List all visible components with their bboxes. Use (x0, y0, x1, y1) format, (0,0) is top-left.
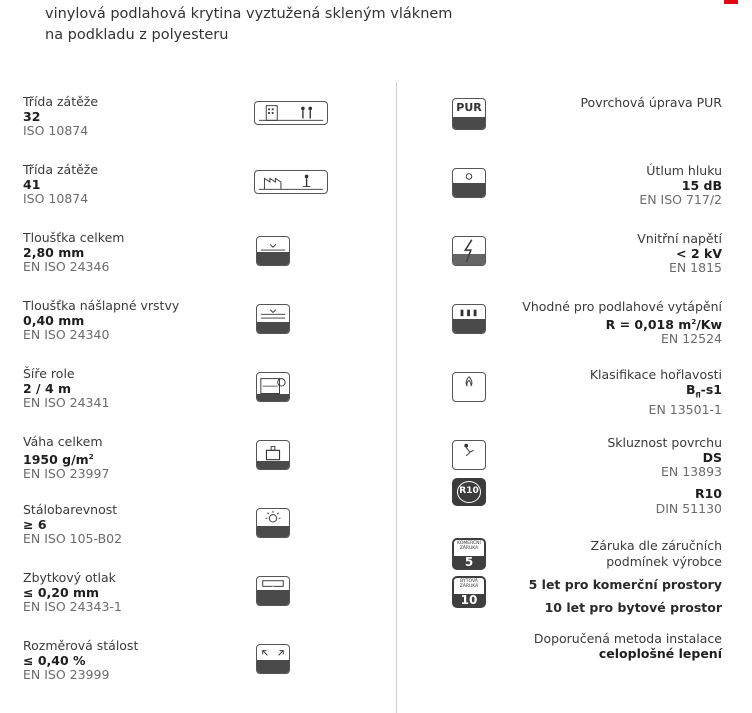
spec-standard: EN ISO 24343-1 (23, 599, 122, 615)
spec-wear-layer (23, 299, 253, 343)
residual-indentation-icon (256, 576, 290, 606)
accent-mark (724, 0, 738, 4)
spec-value: 32 (23, 108, 41, 124)
spec-value: DS (702, 449, 722, 465)
description-line-2: na podkladu z polyesteru (45, 27, 229, 43)
wear-layer-icon (256, 304, 290, 334)
office-load-class-icon (254, 101, 328, 125)
spec-r10 (462, 487, 722, 516)
spec-load-class-32 (23, 95, 253, 139)
weight-icon (256, 440, 290, 470)
spec-label: Vhodné pro podlahové vytápění (522, 299, 722, 314)
spec-label: Skluznost povrchu (607, 435, 722, 450)
spec-dimensional-stability (23, 639, 253, 683)
spec-pur-surface (462, 96, 722, 111)
spec-value: celoplošné lepení (598, 645, 722, 661)
spec-value: < 2 kV (676, 245, 722, 261)
spec-value: ≤ 0,20 mm (23, 584, 100, 600)
svg-text:DS: DS (464, 460, 474, 469)
spec-colour-fastness (23, 503, 253, 547)
spec-value: 2 / 4 m (23, 380, 72, 396)
spec-standard: ISO 10874 (23, 191, 89, 207)
warranty-line-1: Záruka dle záručních (590, 538, 722, 553)
spec-label: Tloušťka nášlapné vrstvy (23, 298, 180, 313)
spec-value: 41 (23, 176, 41, 192)
spec-value: ≤ 0,40 % (23, 652, 86, 668)
spec-standard: EN ISO 24346 (23, 259, 110, 275)
spec-label: Zbytkový otlak (23, 570, 116, 585)
commercial-warranty-badge: KOMERČNÍ ZÁRUKA 5 (452, 538, 486, 570)
column-divider (396, 82, 397, 713)
spec-slip-resistance (462, 436, 722, 480)
spec-value: ≥ 6 (23, 516, 47, 532)
spec-standard: EN ISO 24340 (23, 327, 110, 343)
spec-label: Povrchová úprava PUR (580, 95, 722, 110)
spec-standard: ISO 10874 (23, 123, 89, 139)
dimensional-stability-icon (256, 644, 290, 674)
description-line-1: vinylová podlahová krytina vyztužená skleným vláknem (45, 6, 453, 22)
spec-standard: EN ISO 23997 (23, 466, 110, 482)
spec-standard: EN 13893 (661, 464, 722, 480)
spec-label: Útlum hluku (646, 163, 722, 178)
spec-floor-heating (422, 300, 722, 347)
spec-label: Váha celkem (23, 434, 103, 449)
product-description (45, 4, 452, 46)
spec-label: Stálobarevnost (23, 502, 118, 517)
spec-standard: DIN 51130 (655, 500, 722, 516)
total-thickness-icon (256, 236, 290, 266)
spec-fire-classification (459, 367, 722, 417)
roll-width-icon (256, 372, 290, 402)
spec-value: 2,80 mm (23, 244, 85, 260)
warranty-line-2: podmínek výrobce (606, 554, 722, 569)
spec-standard: EN 13501-1 (648, 401, 722, 417)
spec-standard: EN ISO 105-B02 (23, 531, 123, 547)
spec-installation (462, 632, 722, 661)
spec-roll-width (23, 367, 253, 411)
spec-noise-reduction (462, 164, 722, 208)
industrial-load-class-icon (254, 170, 328, 194)
r10-rating-icon: R10 (452, 478, 486, 506)
warranty-residential: 10 let pro bytové prostor (544, 600, 722, 615)
spec-label: Třída zátěže (23, 94, 99, 109)
spec-label: Třída zátěže (23, 162, 99, 177)
spec-warranty (462, 538, 722, 570)
warranty-commercial: 5 let pro komerční prostory (528, 577, 722, 592)
spec-label: Rozměrová stálost (23, 638, 139, 653)
spec-standard: EN 1815 (668, 260, 722, 276)
spec-value: 1950 $g/m^2$ (23, 451, 94, 467)
spec-value: $B_{fl}-s1$ (685, 381, 722, 400)
spec-static-charge (462, 232, 722, 276)
spec-label: Klasifikace hořlavosti (589, 367, 722, 382)
spec-standard: EN ISO 717/2 (639, 192, 722, 208)
spec-weight (23, 435, 253, 482)
spec-residual-indentation (23, 571, 253, 615)
spec-label: Doporučená metoda instalace (533, 631, 722, 646)
spec-value: 15 dB (681, 177, 722, 193)
spec-standard: EN 12524 (661, 331, 722, 347)
spec-label: Šíře role (23, 366, 75, 381)
spec-load-class-41 (23, 163, 253, 207)
pur-surface-icon: PUR (452, 98, 486, 130)
spec-standard: EN ISO 24341 (23, 395, 110, 411)
svg-text:Bfl-s1: Bfl-s1 (459, 391, 479, 400)
spec-label: Tloušťka celkem (23, 230, 125, 245)
spec-standard: EN ISO 23999 (23, 667, 110, 683)
residential-warranty-badge: BYTOVÁ ZÁRUKA 10 (452, 576, 486, 608)
colour-fastness-icon (256, 508, 290, 538)
spec-value: 0,40 mm (23, 312, 85, 328)
spec-total-thickness (23, 231, 253, 275)
spec-value: R = 0,018 $m^2/Kw$ (605, 316, 722, 332)
spec-value: R10 (694, 486, 722, 501)
spec-label: Vnitřní napětí (637, 231, 722, 246)
